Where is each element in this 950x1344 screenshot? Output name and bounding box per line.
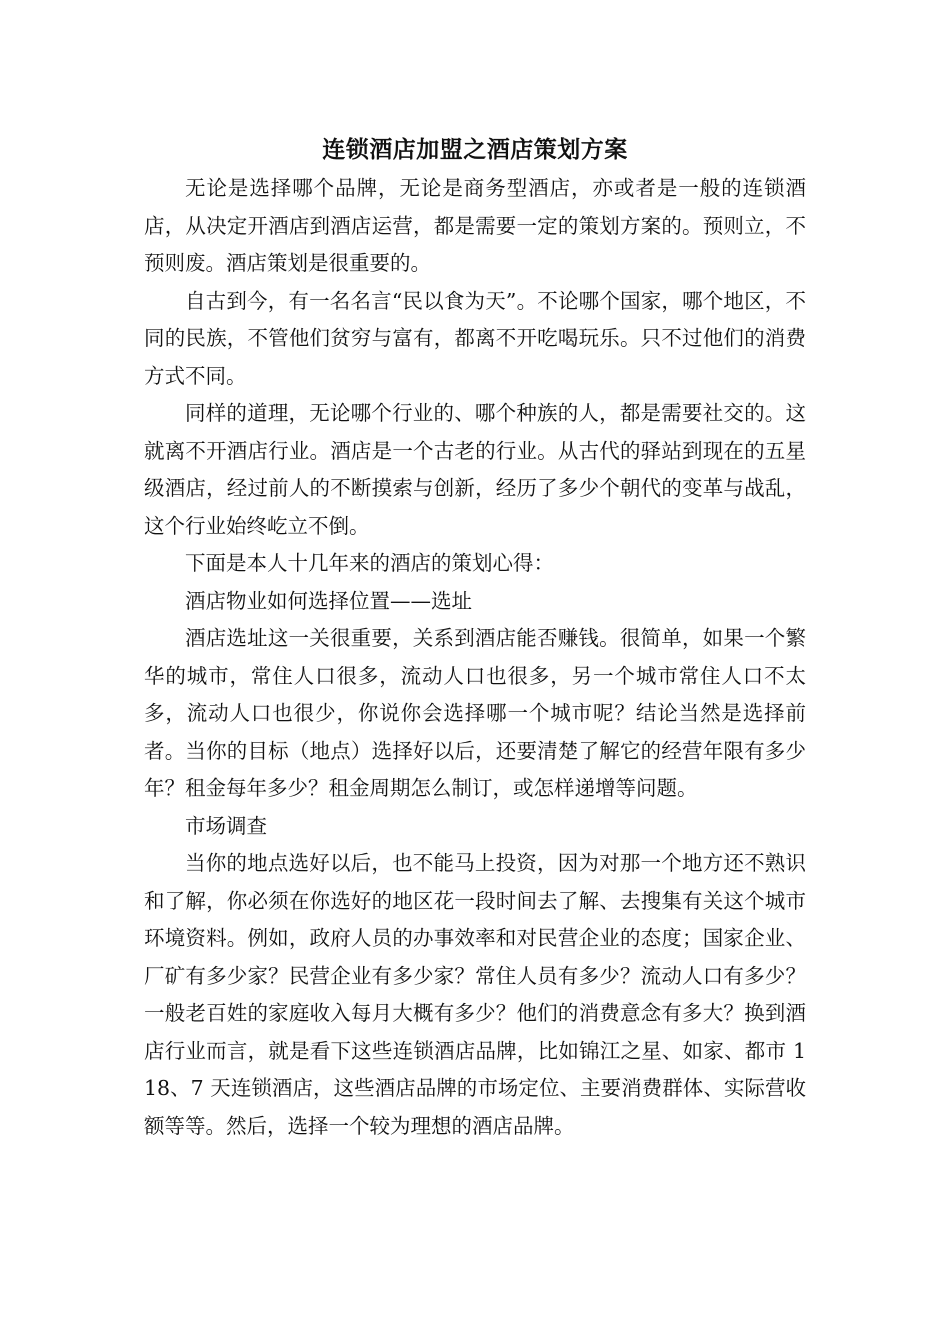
document-page [144, 132, 806, 1145]
paragraph-food: 自古到今，有一名名言“民以食为天”。不论哪个国家，哪个地区，不同的民族，不管他们贫穷与富有，都离不开吃喝玩乐。只不过他们的消费方式不同。 [144, 288, 806, 388]
paragraph-experience-intro: 下面是本人十几年来的酒店的策划心得： [185, 551, 554, 575]
paragraph-social: 同样的道理，无论哪个行业的、哪个种族的人，都是需要社交的。这就离不开酒店行业。酒店是一个古老的行业。从古代的驿站到现在的五星级酒店，经过前人的不断摸索与创新，经历了多少个朝代的变革与战乱，这个行业始终屹立不倒。 [144, 401, 806, 538]
section-heading-market-research: 市场调查 [185, 813, 267, 838]
paragraph-site-selection: 酒店选址这一关很重要，关系到酒店能否赚钱。很简单，如果一个繁华的城市，常住人口很多，流动人口也很多，另一个城市常住人口不太多，流动人口也很少，你说你会选择哪一个城市呢？结论当然是选择前者。当你的目标（地点）选择好以后，还要清楚了解它的经营年限有多少年？租金每年多少？租金周期怎么制订，或怎样递增等问题。 [144, 626, 806, 800]
document-title: 连锁酒店加盟之酒店策划方案 [322, 137, 628, 163]
paragraph-market-research: 当你的地点选好以后，也不能马上投资，因为对那一个地方还不熟识和了解，你必须在你选好的地区花一段时间去了解、去搜集有关这个城市环境资料。例如，政府人员的办事效率和对民营企业的态度；国家企业、厂矿有多少家？民营企业有多少家？常住人员有多少？流动人口有多少？一般老百姓的家庭收入每月大概有多少？他们的消费意念有多大？换到酒店行业而言，就是看下这些连锁酒店品牌，比如锦江之星、如家、都市 118、7 天连锁酒店，这些酒店品牌的市场定位、主要消费群体、实际营收额等等。然后，选择一个较为理想的酒店品牌。 [144, 851, 806, 1138]
paragraph-intro: 无论是选择哪个品牌，无论是商务型酒店，亦或者是一般的连锁酒店，从决定开酒店到酒店运营，都是需要一定的策划方案的。预则立，不预则废。酒店策划是很重要的。 [144, 176, 806, 275]
section-heading-site-selection: 酒店物业如何选择位置——选址 [185, 588, 472, 613]
